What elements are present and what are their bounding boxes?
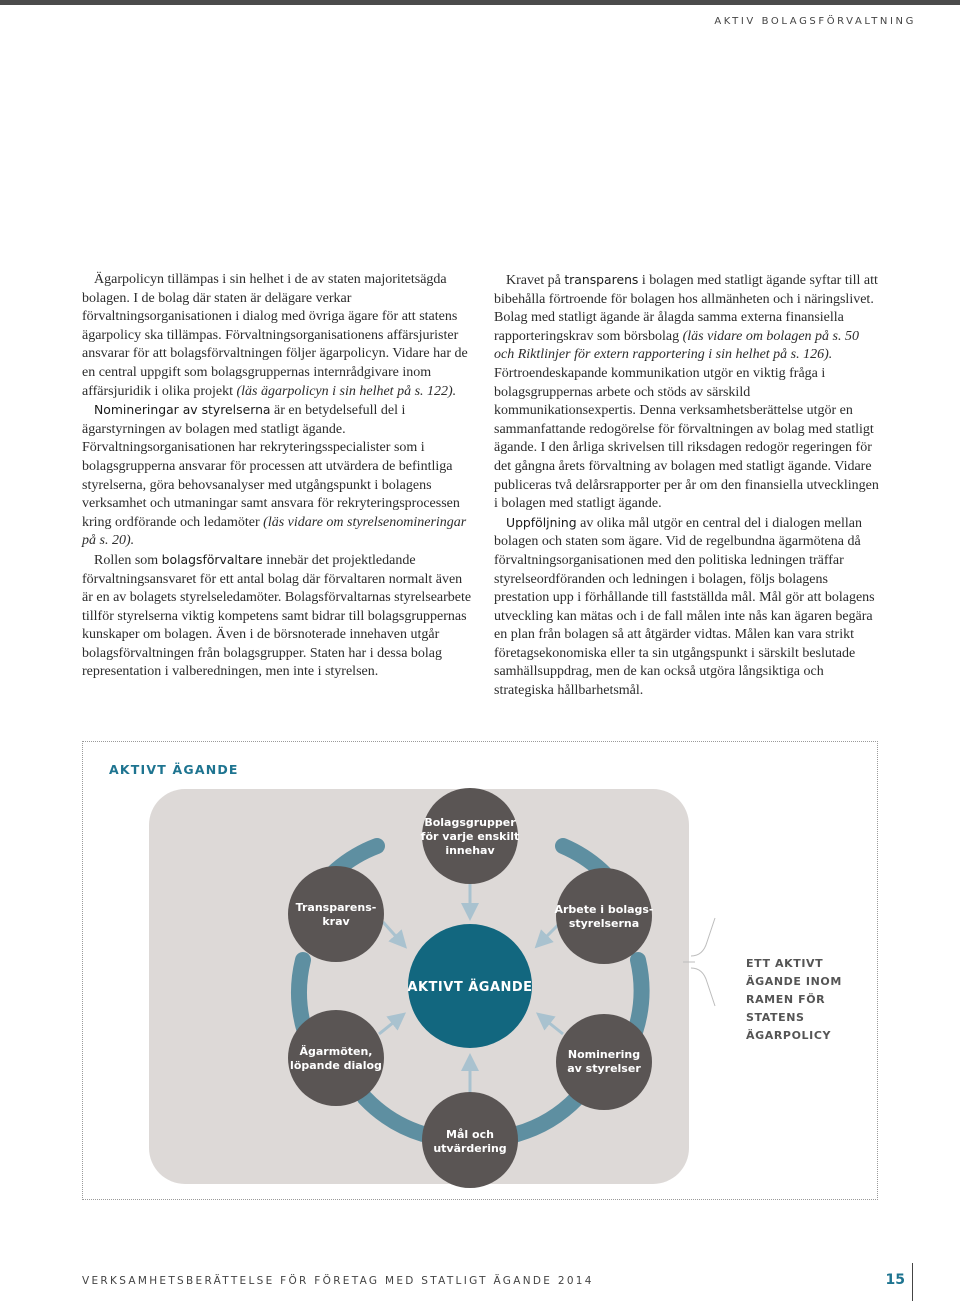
body-text: i bolagen med statligt ägande syftar till att bibehålla förtroende för bolagen hos allmänheten och i näringslivet. Bolag med statligt ägande är ålagda samma externa finansiella rapporteringskrav som börsbolag <box>494 273 878 344</box>
center-node <box>407 924 532 1048</box>
center-label: AKTIVT ÄGANDE <box>407 980 533 995</box>
body-text: av olika mål utgör en central del i dialogen mellan bolagen och staten som ägare. Vid de regelbundna ägarmötena då förvaltningsorganisationen med den politiska ledningen träffar styrelseordföranden och ledningen i bolagen, följs bolagens prestation upp i förhållande till fastställda mål. Mål gör att bolagens utveckling kan mätas och i de fall målen inte nås kan ägaren begära en plan från bolagen så att åtgärder vidtas. Målen kan vara strikt företagsekonomiska eller ta sin utgångspunkt i särskilt beslutade samhällsuppdrag, men de kan också utgöra långsiktiga och strategiska hållbarhetsmål. <box>494 515 875 699</box>
side-note-line: RAMEN FÖR <box>746 993 826 1006</box>
side-note-line: ÄGARPOLICY <box>746 1029 832 1042</box>
bracket-top <box>691 918 715 956</box>
side-note-line: STATENS <box>746 1011 805 1024</box>
node-label: styrelserna <box>568 917 640 930</box>
figure-title: AKTIVT ÄGANDE <box>109 762 239 777</box>
node-agarmoten <box>288 1010 384 1106</box>
node-label: av styrelser <box>567 1062 641 1075</box>
node-label: Transparens- <box>295 901 377 914</box>
paragraph <box>494 271 880 514</box>
page-number: 15 <box>885 1272 905 1288</box>
body-text: innebär det projektledande förvaltningsansvaret för ett antal bolag där förvaltaren normalt även är en av bolagets styrelseledamöter. Bolagsförvaltarnas styrelsearbete tillför styrelserna viktig kompetens samt bidrar till bolagsgruppernas kunskaper om bolagen. Även i de börsnoterade innehaven utgår bolagsförvaltningen från bolagsgrupper. Staten har i dessa bolag representation i valberedningen, men inte i styrelsen. <box>82 552 472 680</box>
left-text-column <box>82 271 472 682</box>
node-label: Bolagsgrupper <box>424 816 516 829</box>
side-note <box>746 955 846 1045</box>
node-mal-och-utvardering <box>422 1092 518 1188</box>
node-label: Nominering <box>567 1048 641 1061</box>
page-rule <box>912 1263 913 1301</box>
keyword: transparens <box>564 272 639 287</box>
node-circle <box>288 866 384 962</box>
keyword: bolagsförvaltare <box>161 551 263 567</box>
node-transparenskrav <box>288 866 384 962</box>
keyword: Nomineringar av styrelserna <box>94 402 271 418</box>
reference-text: (läs vidare om styrelsenomineringar på s. 20). <box>82 514 467 549</box>
node-label: Ägarmöten, <box>299 1045 373 1058</box>
running-header: AKTIV BOLAGSFÖRVALTNING <box>714 16 916 27</box>
ring-segment <box>635 960 642 1032</box>
keyword: Uppföljning <box>506 514 577 530</box>
figure-box <box>82 741 878 1200</box>
side-note-line: ÄGANDE INOM <box>746 975 842 988</box>
reference-text: (läs vidare om bolagen på s. 50 och Riktlinjer för extern rapportering i sin helhet på s. 126). <box>494 328 859 363</box>
node-label: utvärdering <box>433 1142 507 1155</box>
node-label: krav <box>322 915 350 928</box>
body-text: Kravet på <box>506 273 565 288</box>
footer-title: VERKSAMHETSBERÄTTELSE FÖR FÖRETAG MED STATLIGT ÄGANDE 2014 <box>82 1275 594 1287</box>
side-note-line: ETT AKTIVT <box>746 957 824 970</box>
node-label: löpande dialog <box>290 1059 382 1072</box>
node-label: Mål och <box>446 1128 494 1141</box>
top-rule <box>0 0 960 5</box>
node-label: för varje enskilt <box>420 830 520 843</box>
node-label: Arbete i bolags- <box>554 903 654 916</box>
node-circle <box>556 868 652 964</box>
right-text-column <box>494 271 880 701</box>
body-text: Förtroendeskapande kommunikation utgör en viktig fråga i bolagsgruppernas arbete och stöds av särskild kommunikationsexpertis. Denna verksamhetsberättelse utgör en sammanfattande redogörelse för förvaltningen av bolag med statligt ägande. I den årliga skrivelsen till riksdagen redogör regeringen för det gångna årets förvaltning av bolagen med statligt ägande. Vidare publiceras två delårsrapporter per år om den finansiella utvecklingen i bolagen med statligt ägande. <box>494 365 879 512</box>
paragraph <box>82 271 472 401</box>
paragraph <box>494 514 880 701</box>
node-label: innehav <box>445 844 495 857</box>
body-text: Ägarpolicyn tillämpas i sin helhet i de av staten majoritetsägda bolagen. I de bolag där staten är delägare verkar förvaltningsorganisationen i dialog med övriga ägare för att statens ägarpolicy ska tillämpas. Förvaltningsorganisationens affärsjurister ansvarar för att bolagsförvaltningen följer ägarpolicyn. Vidare har de en central uppgift som bolagsgruppernas internrådgivare inom affärsjuridik i olika projekt <box>82 272 468 399</box>
reference-text: (läs ägarpolicyn i sin helhet på s. 122). <box>236 383 457 399</box>
ring-segment <box>299 960 305 1032</box>
node-nominering <box>556 1014 652 1110</box>
paragraph <box>82 551 472 682</box>
body-text: Rollen som <box>94 552 162 568</box>
node-circle <box>288 1010 384 1106</box>
bracket-bottom <box>691 968 715 1006</box>
paragraph <box>82 401 472 551</box>
body-text: är en betydelsefull del i ägarstyrningen av bolagen med statligt ägande. Förvaltningsorganisationen har rekryteringsspecialister som i bolagsgrupperna ansvarar för processen att utvärdera de befintliga styrelserna, göra behovsanalyser med utgångspunkt i bolagens verksamhet och utmaningar samt ansvara för rekryteringsprocessen kring ordförande och ledamöter <box>82 403 460 530</box>
